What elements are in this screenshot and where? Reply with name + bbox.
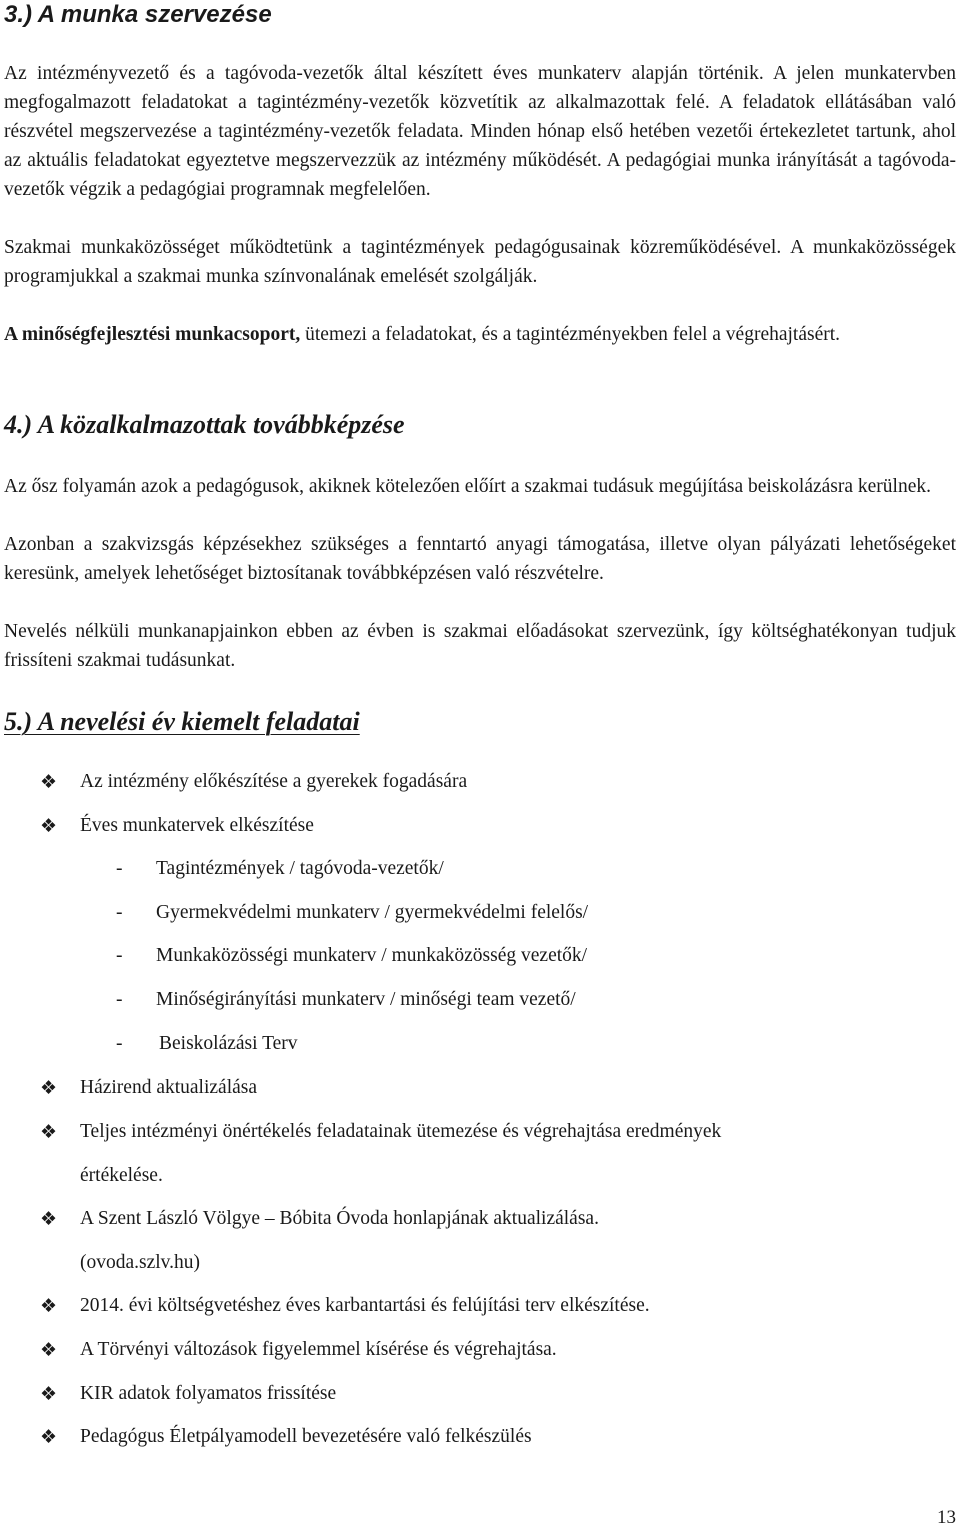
sub-list-item-text: Munkaközösségi munkaterv / munkaközösség vezetők/ — [156, 945, 588, 966]
list-item-text: Házirend aktualizálása — [80, 1077, 258, 1098]
section-3-paragraph-3-bold: A minőségfejlesztési munkacsoport, — [4, 324, 301, 345]
section-3-paragraph-1: Az intézményvezető és a tagóvoda-vezetők által készített éves munkaterv alapján történik. A jelen munkatervben megfogalmazott feladatokat a tagintézmény-vezetők közvetítik az alkalmazottak felé. A feladatok ellátásában való részvétel megszervezése a tagintézmény-vezetők feladata. Minden hónap első hetében vezetői értekezletet tartunk, ahol az aktuális feladatokat egyeztetve megszervezzük az intézmény működését. A pedagógiai munka irányítását a tagóvoda-vezetők végzik a pedagógiai programnak megfelelően. — [4, 63, 956, 200]
list-item-text-continued: értékelése. — [80, 1165, 163, 1186]
dash-marker: - — [116, 989, 123, 1010]
list-item-text: Az intézmény előkészítése a gyerekek fogadására — [80, 771, 468, 792]
section-5-heading: 5.) A nevelési év kiemelt feladatai — [4, 707, 360, 736]
diamond-bullet-icon: ❖ — [40, 1383, 58, 1405]
sub-list-item-text: Tagintézmények / tagóvoda-vezetők/ — [156, 858, 444, 879]
dash-marker: - — [116, 858, 123, 879]
list-item-text: 2014. évi költségvetéshez éves karbantartási és felújítási terv elkészítése. — [80, 1295, 650, 1316]
list-item-text: Éves munkatervek elkészítése — [80, 815, 314, 836]
diamond-bullet-icon: ❖ — [40, 1426, 58, 1448]
diamond-bullet-icon: ❖ — [40, 1077, 58, 1099]
sub-list-item-text: Gyermekvédelmi munkaterv / gyermekvédelmi felelős/ — [156, 902, 589, 923]
list-item-text: Teljes intézményi önértékelés feladatainak ütemezése és végrehajtása eredmények — [80, 1121, 722, 1142]
diamond-bullet-icon: ❖ — [40, 1295, 58, 1317]
list-item-text: KIR adatok folyamatos frissítése — [80, 1383, 337, 1404]
section-3-paragraph-2: Szakmai munkaközösséget működtetünk a tagintézmények pedagógusainak közreműködésével. A munkaközösségek programjukkal a szakmai munka színvonalának emelését szolgálják. — [4, 237, 956, 287]
list-item-text-continued: (ovoda.szlv.hu) — [80, 1252, 201, 1273]
list-item-text: A Szent László Völgye – Bóbita Óvoda honlapjának aktualizálása. — [80, 1208, 599, 1229]
section-3-paragraph-3 — [4, 320, 956, 349]
section-4-heading: 4.) A közalkalmazottak továbbképzése — [4, 410, 405, 439]
section-3-heading: 3.) A munka szervezése — [4, 1, 272, 28]
section-4-paragraph-3: Nevelés nélküli munkanapjainkon ebben az évben is szakmai előadásokat szervezünk, így költséghatékonyan tudjuk frissíteni szakmai tudásunkat. — [4, 621, 956, 671]
diamond-bullet-icon: ❖ — [40, 771, 58, 793]
sub-list-item-text: Minőségirányítási munkaterv / minőségi team vezető/ — [156, 989, 576, 1010]
list-item-text: A Törvényi változások figyelemmel kísérése és végrehajtása. — [80, 1339, 557, 1360]
page-number: 13 — [937, 1507, 956, 1528]
sub-list-item-text: Beiskolázási Terv — [159, 1033, 298, 1054]
section-4-paragraph-1: Az ősz folyamán azok a pedagógusok, akiknek kötelezően előírt a szakmai tudásuk megújítása beiskolázásra kerülnek. — [4, 476, 932, 497]
dash-marker: - — [116, 945, 123, 966]
diamond-bullet-icon: ❖ — [40, 1208, 58, 1230]
dash-marker: - — [116, 902, 123, 923]
dash-marker: - — [116, 1033, 123, 1054]
diamond-bullet-icon: ❖ — [40, 1121, 58, 1143]
diamond-bullet-icon: ❖ — [40, 1339, 58, 1361]
list-item-text: Pedagógus Életpályamodell bevezetésére való felkészülés — [80, 1426, 532, 1447]
diamond-bullet-icon: ❖ — [40, 815, 58, 837]
section-3-paragraph-3-rest: ütemezi a feladatokat, és a tagintézményekben felel a végrehajtásért. — [300, 324, 841, 345]
section-4-paragraph-2: Azonban a szakvizsgás képzésekhez szükséges a fenntartó anyagi támogatása, illetve olyan pályázati lehetőségeket keresünk, amelyek lehetőséget biztosítanak továbbképzésen való részvételre. — [4, 534, 956, 584]
